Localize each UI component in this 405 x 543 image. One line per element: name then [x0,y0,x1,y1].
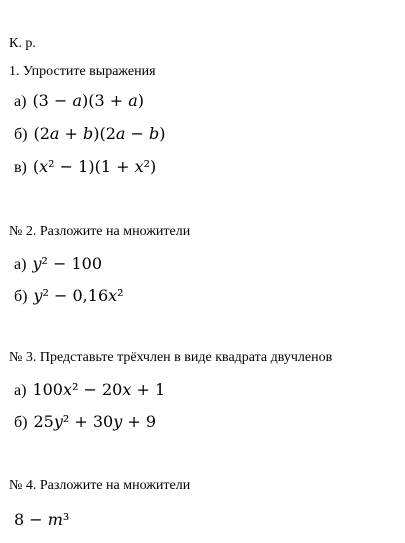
task-1-item-c [14,157,156,177]
math-expression: 𝑦² − 0,16𝑥² [33,286,124,305]
item-label: б) [14,126,28,143]
math-expression: (3 − 𝑎)(3 + 𝑎) [32,91,144,110]
task-2-item-b [14,286,124,306]
math-expression: (𝑥² − 1)(1 + 𝑥²) [32,157,157,176]
item-label: а) [14,256,27,273]
task-4-title: № 4. Разложите на множители [9,478,191,493]
math-expression: 8 − 𝑚³ [14,510,70,529]
task-2-title: № 2. Разложите на множители [9,224,191,239]
item-label: б) [14,288,28,305]
task-3-title: № 3. Представьте трёхчлен в виде квадрата двучленов [9,350,333,365]
item-label: а) [14,382,27,399]
math-expression: 𝑦² − 100 [32,254,103,273]
math-expression: 25𝑦² + 30𝑦 + 9 [33,412,157,431]
task-1-item-b [14,124,166,144]
task-3-item-a [14,380,165,400]
worksheet-header: К. р. [9,36,36,51]
math-expression: (2𝑎 + 𝑏)(2𝑎 − 𝑏) [33,124,166,143]
math-expression: 100𝑥² − 20𝑥 + 1 [32,380,166,399]
item-label: а) [14,93,27,110]
task-2-item-a [14,254,102,274]
task-1-item-a [14,91,144,111]
task-4-item [14,510,69,530]
item-label: б) [14,414,28,431]
task-1-title: 1. Упростите выражения [9,64,156,79]
task-3-item-b [14,412,156,432]
item-label: в) [14,159,27,176]
